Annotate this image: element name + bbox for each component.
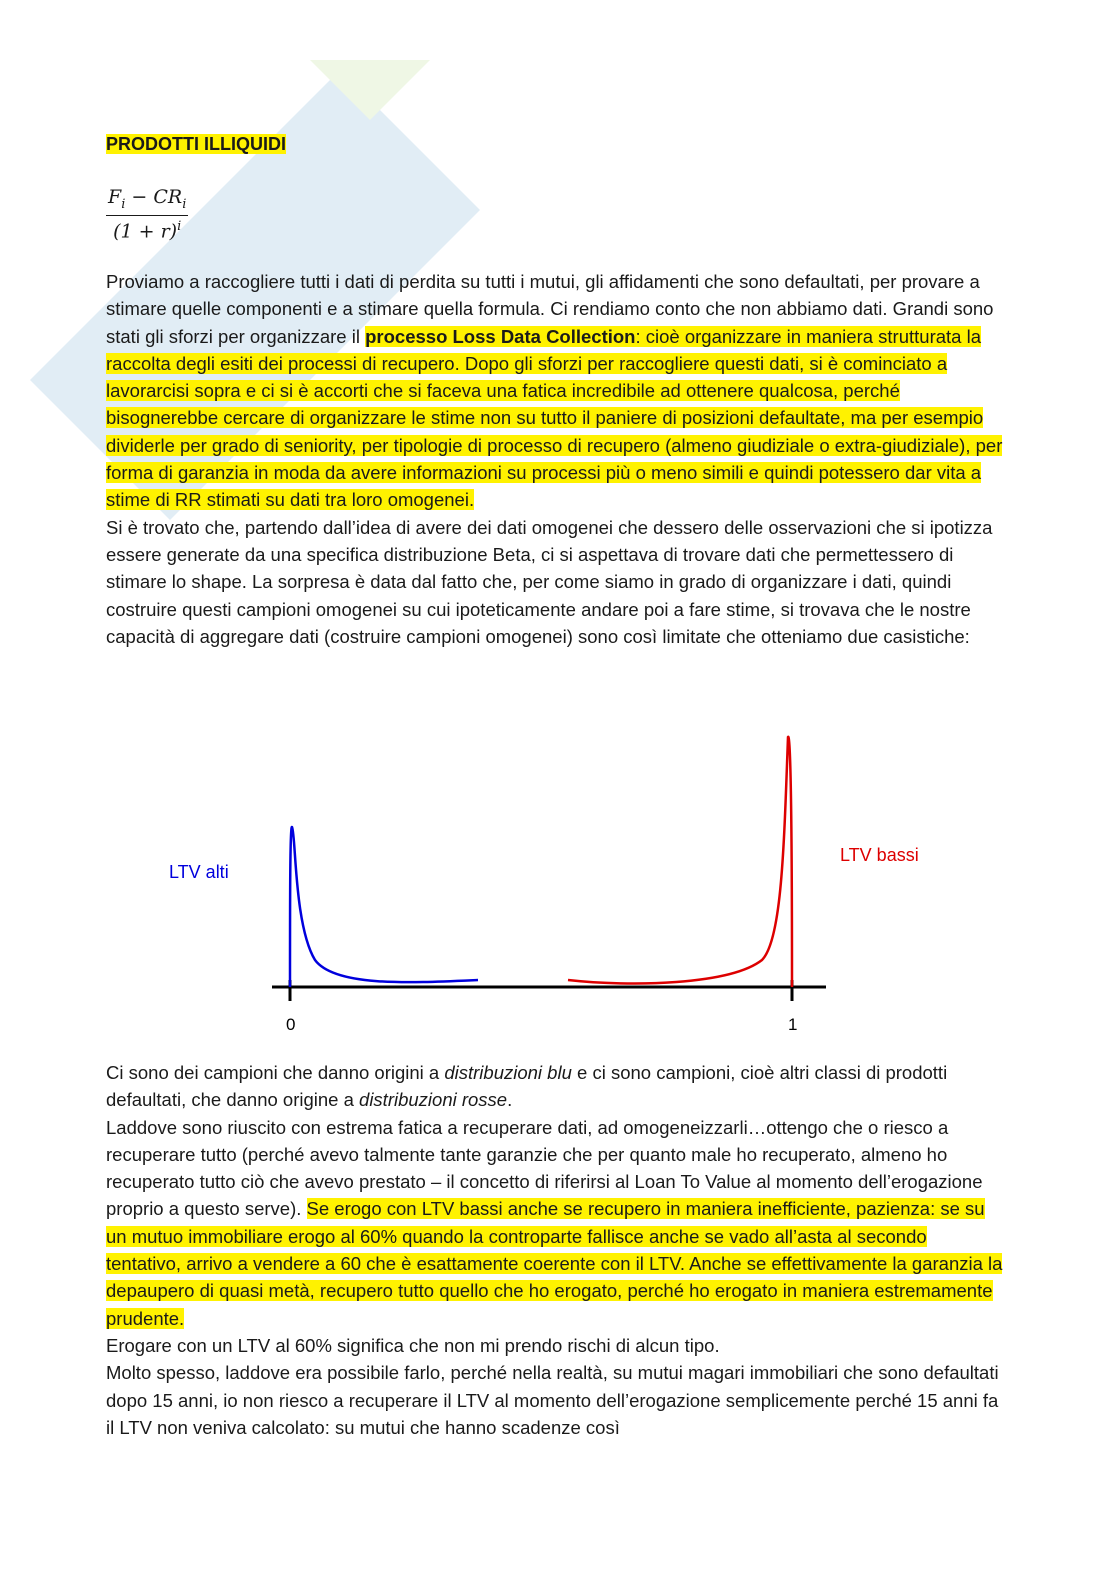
paragraph-ltv-history: Molto spesso, laddove era possibile farlo, perché nella realtà, su mutui magari immobiliari che sono defaultati dopo 15 anni, io non riesco a recuperare il LTV al momento dell’erogazione semplicemente perché 15 anni fa il LTV non veniva calcolato: su mutui che hanno scadenze così bbox=[106, 1362, 999, 1438]
section-heading: PRODOTTI ILLIQUIDI bbox=[106, 134, 286, 154]
blue-distribution-curve bbox=[290, 827, 478, 987]
formula-numerator: $F_i - CR_i$ bbox=[106, 186, 188, 216]
beta-distribution-figure bbox=[150, 725, 850, 1045]
highlight-ltv: Se erogo con LTV bassi anche se recupero in maniera inefficiente, pazienza: se su un mutuo immobiliare erogo al 60% quando la controparte fallisce anche se vado all’asta al secondo tentativo, arrivo a vendere a 60 che è esattamente coerente con il LTV. Anche se effettivamente la garanzia la depaupero di quasi metà, recupero tutto quello che ho erogato, perché ho erogato in maniera estremamente prudente. bbox=[106, 1198, 1003, 1329]
highlight-loss-data-collection: processo Loss Data Collection: cioè organizzare in maniera strutturata la raccolta degli esiti dei processi di recupero. Dopo gli sforzi per raccogliere questi dati, si è cominciato a lavorarcisi sopra e ci si è accorti che si faceva una fatica incredibile ad ottenere qualcosa, perché bisognerebbe cercare di organizzare le stime non su tutto il paniere di posizioni defaultate, ma per esempio dividerle per grado di seniority, per tipologie di processo di recupero (almeno giudiziale o extra-giudiziale), per forma di garanzia in moda da avere informazioni su processi più o meno simili e quindi potessero dar vita a stime di RR stimati su dati tra loro omogenei. bbox=[106, 325, 1003, 511]
formula-denominator: $(1 + r)^i$ bbox=[113, 218, 182, 243]
tick-0-label: 0 bbox=[286, 1015, 296, 1034]
red-distribution-curve bbox=[568, 737, 792, 987]
paragraph-beta: Si è trovato che, partendo dall’idea di avere dei dati omogenei che dessero delle osservazioni che si ipotizza essere generate da una specifica distribuzione Beta, ci si aspettava di trovare dati che permettessero di stimare lo shape. La sorpresa è data dal fatto che, per come siamo in grado di organizzare i dati, quindi costruire questi campioni omogenei su cui ipoteticamente andare poi a fare stime, si trovava che le nostre capacità di aggregare dati (costruire campioni omogenei) sono così limitate che otteniamo due casistiche: bbox=[106, 516, 993, 647]
label-ltv-bassi: LTV bassi bbox=[840, 845, 919, 865]
paragraph-distribution-colors: Ci sono dei campioni che danno origini a distribuzioni blu e ci sono campioni, cioè altri classi di prodotti defaultati, che danno origine a distribuzioni rosse. bbox=[106, 1062, 948, 1111]
paragraph-loss-data bbox=[106, 268, 1006, 650]
paragraph-ltv: Laddove sono riuscito con estrema fatica a recuperare dati, ad omogeneizzarli…ottengo che o riesco a recuperare tutto (perché avevo talmente tante garanzie che per quanto male ho recuperato, almeno ho recuperato tutto ciò che avevo prestato – il concetto di riferirsi al Loan To Value al momento dell’erogazione proprio a questo serve). Se erogo con LTV bassi anche se recupero in maniera inefficiente, pazienza: se su un mutuo immobiliare erogo al 60% quando la controparte fallisce anche se vado all’asta al secondo tentativo, arrivo a vendere a 60 che è esattamente coerente con il LTV. Anche se effettivamente la garanzia la depaupero di quasi metà, recupero tutto quello che ho erogato, perché ho erogato in maniera estremamente prudente. bbox=[106, 1116, 1003, 1329]
tick-1-label: 1 bbox=[788, 1015, 798, 1034]
paragraph-ltv-60: Erogare con un LTV al 60% significa che non mi prendo rischi di alcun tipo. bbox=[106, 1334, 720, 1356]
formula bbox=[106, 186, 188, 242]
paragraph-text: Proviamo a raccogliere tutti i dati di perdita su tutti i mutui, gli affidamenti che sono defaultati, per provare a stimare quelle componenti e a stimare quella formula. Ci rendiamo conto che non abbiamo dati. Grandi sono stati gli sforzi per organizzare il bbox=[106, 271, 994, 347]
label-ltv-alti: LTV alti bbox=[169, 862, 229, 882]
paragraph-distributions bbox=[106, 1059, 1006, 1441]
